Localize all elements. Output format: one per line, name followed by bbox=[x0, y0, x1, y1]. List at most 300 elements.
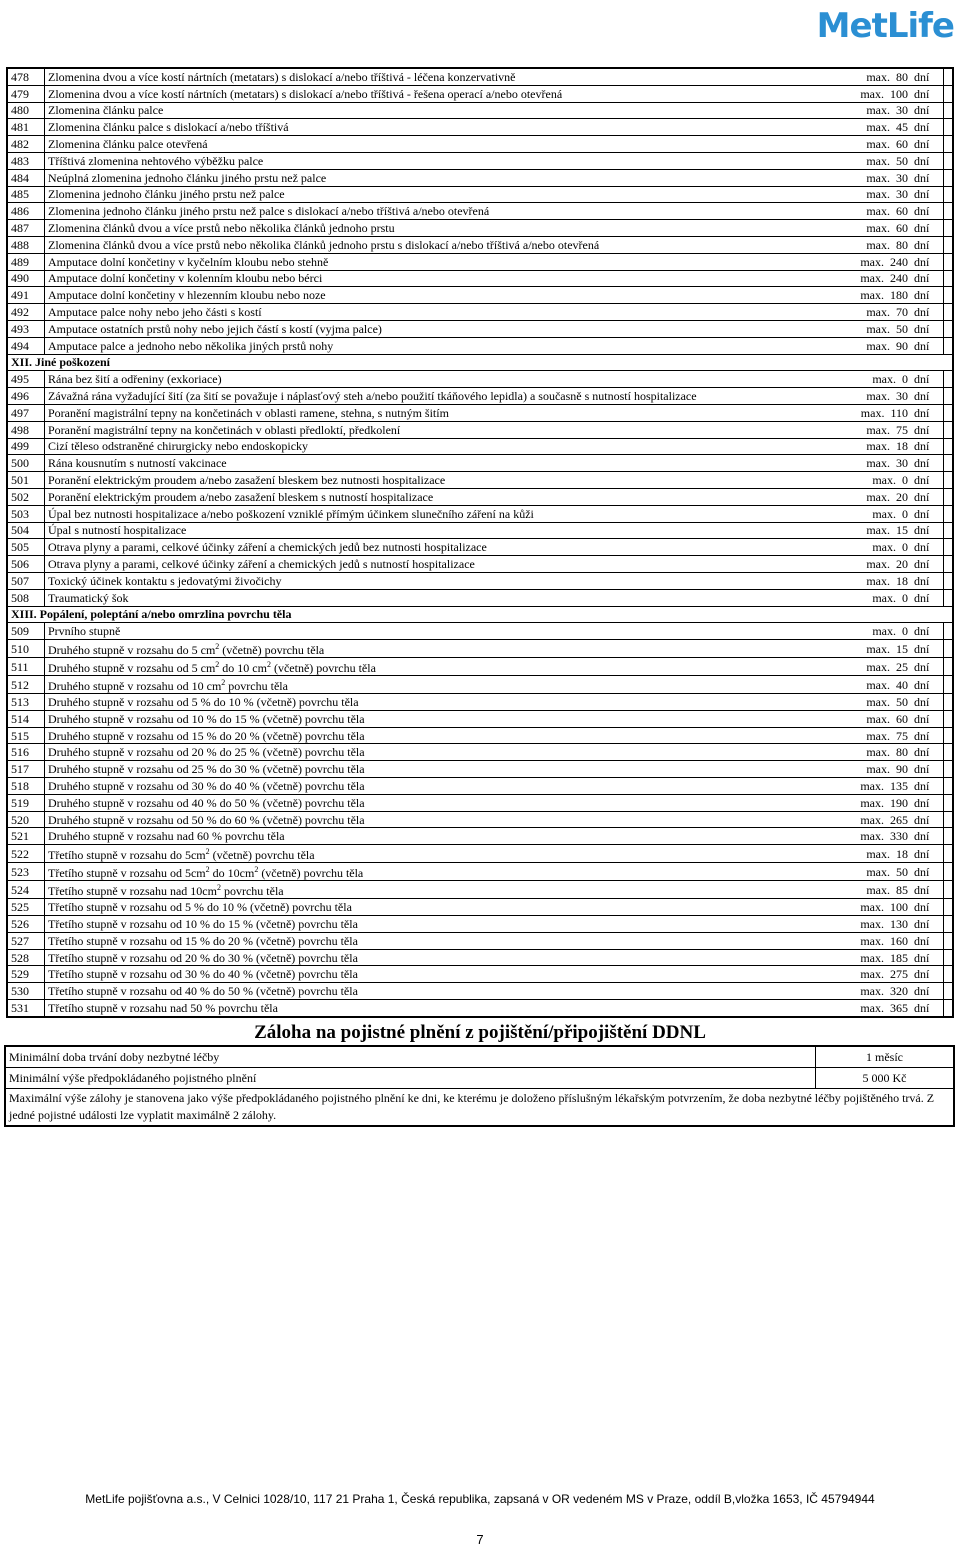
section-header-row bbox=[7, 354, 953, 371]
max-value: max. 100 bbox=[835, 899, 908, 916]
max-value: max. 30 bbox=[835, 388, 908, 405]
item-description bbox=[45, 694, 836, 711]
table-row bbox=[7, 85, 953, 102]
item-description bbox=[45, 556, 836, 573]
unit-days: dní bbox=[908, 778, 944, 795]
table-row bbox=[7, 744, 953, 761]
max-value: max. 0 bbox=[835, 505, 908, 522]
item-description bbox=[45, 304, 836, 321]
description-text: Druhého stupně v rozsahu od 5 % do 10 % (včetně) povrchu těla bbox=[48, 694, 359, 709]
table-row bbox=[7, 488, 953, 505]
item-description bbox=[45, 253, 836, 270]
unit-days: dní bbox=[908, 899, 944, 916]
max-value: max. 90 bbox=[835, 761, 908, 778]
description-text: povrchu těla bbox=[220, 884, 284, 899]
unit-days: dní bbox=[908, 881, 944, 899]
item-description bbox=[45, 270, 836, 287]
table-row bbox=[7, 472, 953, 489]
footer-company-info: MetLife pojišťovna a.s., V Celnici 1028/10, 117 21 Praha 1, Česká republika, zapsaná v OR vedeném MS v Praze, oddíl B,vložka 1653, IČ 45794944 bbox=[85, 1492, 875, 1506]
row-end-cell bbox=[944, 863, 954, 881]
description-text: Amputace palce a jednoho nebo několika jiných prstů nohy bbox=[48, 338, 334, 353]
advance-title: Záloha na pojistné plnění z pojištění/připojištění DDNL bbox=[254, 1022, 706, 1043]
item-number: 522 bbox=[7, 845, 45, 863]
advance-row-min-duration bbox=[5, 1046, 954, 1068]
unit-days: dní bbox=[908, 761, 944, 778]
item-number: 530 bbox=[7, 983, 45, 1000]
description-text: Tříštivá zlomenina nehtového výběžku palce bbox=[48, 153, 264, 168]
item-number: 519 bbox=[7, 794, 45, 811]
item-number: 481 bbox=[7, 119, 45, 136]
table-row bbox=[7, 337, 953, 354]
row-end-cell bbox=[944, 152, 954, 169]
item-description bbox=[45, 863, 836, 881]
unit-days: dní bbox=[908, 186, 944, 203]
table-row bbox=[7, 102, 953, 119]
row-end-cell bbox=[944, 811, 954, 828]
description-text: Třetího stupně v rozsahu od 30 % do 40 % (včetně) povrchu těla bbox=[48, 967, 358, 982]
advance-value: 5 000 Kč bbox=[816, 1068, 955, 1089]
item-description bbox=[45, 658, 836, 676]
description-text: Třetího stupně v rozsahu nad 10cm bbox=[48, 884, 217, 899]
description-text: Cizí těleso odstraněné chirurgicky nebo endoskopicky bbox=[48, 439, 309, 454]
row-end-cell bbox=[944, 253, 954, 270]
table-row bbox=[7, 236, 953, 253]
unit-days: dní bbox=[908, 744, 944, 761]
description-text: Druhého stupně v rozsahu od 50 % do 60 % (včetně) povrchu těla bbox=[48, 812, 365, 827]
row-end-cell bbox=[944, 119, 954, 136]
table-row bbox=[7, 438, 953, 455]
row-end-cell bbox=[944, 186, 954, 203]
max-value: max. 190 bbox=[835, 794, 908, 811]
description-text: (včetně) povrchu těla bbox=[209, 848, 315, 863]
max-value: max. 30 bbox=[835, 186, 908, 203]
description-text: Druhého stupně v rozsahu nad 60 % povrchu těla bbox=[48, 829, 285, 844]
row-end-cell bbox=[944, 337, 954, 354]
description-text: Třetího stupně v rozsahu od 40 % do 50 % (včetně) povrchu těla bbox=[48, 984, 358, 999]
max-value: max. 18 bbox=[835, 438, 908, 455]
item-description bbox=[45, 932, 836, 949]
unit-days: dní bbox=[908, 589, 944, 606]
table-row bbox=[7, 572, 953, 589]
benefit-table bbox=[6, 67, 954, 1018]
description-text: Třetího stupně v rozsahu od 20 % do 30 % (včetně) povrchu těla bbox=[48, 950, 358, 965]
advance-table bbox=[4, 1045, 955, 1127]
description-text: Amputace palce nohy nebo jeho části s kostí bbox=[48, 305, 262, 320]
table-row bbox=[7, 932, 953, 949]
item-number: 485 bbox=[7, 186, 45, 203]
unit-days: dní bbox=[908, 658, 944, 676]
item-number: 496 bbox=[7, 388, 45, 405]
row-end-cell bbox=[944, 102, 954, 119]
table-row bbox=[7, 863, 953, 881]
max-value: max. 25 bbox=[835, 658, 908, 676]
max-value: max. 50 bbox=[835, 863, 908, 881]
unit-days: dní bbox=[908, 727, 944, 744]
description-text: Třetího stupně v rozsahu do 5cm bbox=[48, 848, 206, 863]
description-text: Amputace dolní končetiny v hlezenním kloubu nebo noze bbox=[48, 288, 326, 303]
item-number: 510 bbox=[7, 640, 45, 658]
item-description bbox=[45, 522, 836, 539]
item-description bbox=[45, 966, 836, 983]
unit-days: dní bbox=[908, 556, 944, 573]
max-value: max. 30 bbox=[835, 169, 908, 186]
row-end-cell bbox=[944, 589, 954, 606]
max-value: max. 0 bbox=[835, 371, 908, 388]
description-text: Zlomenina článku palce otevřená bbox=[48, 137, 208, 152]
description-text: Druhého stupně v rozsahu od 15 % do 20 % (včetně) povrchu těla bbox=[48, 728, 365, 743]
unit-days: dní bbox=[908, 455, 944, 472]
item-description bbox=[45, 794, 836, 811]
unit-days: dní bbox=[908, 949, 944, 966]
unit-days: dní bbox=[908, 983, 944, 1000]
description-text: Úpal bez nutnosti hospitalizace a/nebo poškození vzniklé přímým účinkem slunečního záření na kůži bbox=[48, 506, 534, 521]
description-text: Otrava plyny a parami, celkové účinky záření a chemických jedů bez nutnosti hospitalizace bbox=[48, 540, 487, 555]
table-row bbox=[7, 778, 953, 795]
item-number: 480 bbox=[7, 102, 45, 119]
item-number: 515 bbox=[7, 727, 45, 744]
table-row bbox=[7, 640, 953, 658]
section-title: XIII. Popálení, poleptání a/nebo omrzlina povrchu těla bbox=[7, 606, 953, 623]
table-row bbox=[7, 1000, 953, 1017]
table-row bbox=[7, 136, 953, 153]
max-value: max. 265 bbox=[835, 811, 908, 828]
item-number: 495 bbox=[7, 371, 45, 388]
item-description bbox=[45, 710, 836, 727]
row-end-cell bbox=[944, 220, 954, 237]
item-number: 521 bbox=[7, 828, 45, 845]
item-description bbox=[45, 203, 836, 220]
item-number: 482 bbox=[7, 136, 45, 153]
table-row bbox=[7, 983, 953, 1000]
superscript: 2 bbox=[216, 883, 221, 893]
row-end-cell bbox=[944, 304, 954, 321]
advance-row-note bbox=[5, 1089, 954, 1127]
row-end-cell bbox=[944, 488, 954, 505]
description-text: Třetího stupně v rozsahu od 5cm bbox=[48, 866, 206, 881]
item-description bbox=[45, 881, 836, 899]
description-text: Zlomenina článků dvou a více prstů nebo několika článků jednoho prstu bbox=[48, 221, 395, 236]
superscript: 2 bbox=[221, 678, 226, 688]
table-row bbox=[7, 253, 953, 270]
item-description bbox=[45, 828, 836, 845]
max-value: max. 75 bbox=[835, 727, 908, 744]
item-number: 518 bbox=[7, 778, 45, 795]
max-value: max. 330 bbox=[835, 828, 908, 845]
table-row bbox=[7, 320, 953, 337]
table-row bbox=[7, 505, 953, 522]
description-text: Rána kousnutím s nutností vakcinace bbox=[48, 456, 227, 471]
row-end-cell bbox=[944, 845, 954, 863]
item-description bbox=[45, 916, 836, 933]
table-row bbox=[7, 203, 953, 220]
description-text: povrchu těla bbox=[225, 679, 288, 694]
unit-days: dní bbox=[908, 337, 944, 354]
row-end-cell bbox=[944, 694, 954, 711]
table-row bbox=[7, 270, 953, 287]
item-number: 525 bbox=[7, 899, 45, 916]
description-text: Druhého stupně v rozsahu od 5 cm bbox=[48, 661, 216, 676]
item-number: 479 bbox=[7, 85, 45, 102]
item-description bbox=[45, 320, 836, 337]
description-text: Zlomenina článků dvou a více prstů nebo několika článků jednoho prstu s dislokací a/nebo tříštivá a/nebo otevřená bbox=[48, 237, 600, 252]
table-row bbox=[7, 421, 953, 438]
table-row bbox=[7, 522, 953, 539]
max-value: max. 100 bbox=[835, 85, 908, 102]
row-end-cell bbox=[944, 710, 954, 727]
table-row bbox=[7, 899, 953, 916]
item-number: 520 bbox=[7, 811, 45, 828]
table-row bbox=[7, 220, 953, 237]
superscript: 2 bbox=[215, 660, 220, 670]
item-description bbox=[45, 68, 836, 85]
row-end-cell bbox=[944, 828, 954, 845]
unit-days: dní bbox=[908, 270, 944, 287]
unit-days: dní bbox=[908, 320, 944, 337]
description-text: do 10cm bbox=[209, 866, 255, 881]
unit-days: dní bbox=[908, 203, 944, 220]
table-row bbox=[7, 881, 953, 899]
table-row bbox=[7, 623, 953, 640]
item-description bbox=[45, 102, 836, 119]
item-number: 487 bbox=[7, 220, 45, 237]
item-description bbox=[45, 337, 836, 354]
unit-days: dní bbox=[908, 488, 944, 505]
table-row bbox=[7, 761, 953, 778]
unit-days: dní bbox=[908, 863, 944, 881]
item-number: 490 bbox=[7, 270, 45, 287]
max-value: max. 320 bbox=[835, 983, 908, 1000]
unit-days: dní bbox=[908, 220, 944, 237]
description-text: do 10 cm bbox=[219, 661, 267, 676]
item-description bbox=[45, 404, 836, 421]
item-number: 513 bbox=[7, 694, 45, 711]
max-value: max. 80 bbox=[835, 236, 908, 253]
item-number: 503 bbox=[7, 505, 45, 522]
row-end-cell bbox=[944, 676, 954, 694]
max-value: max. 45 bbox=[835, 119, 908, 136]
item-number: 486 bbox=[7, 203, 45, 220]
row-end-cell bbox=[944, 794, 954, 811]
max-value: max. 130 bbox=[835, 916, 908, 933]
max-value: max. 160 bbox=[835, 932, 908, 949]
description-text: Otrava plyny a parami, celkové účinky záření a chemických jedů s nutností hospitalizace bbox=[48, 557, 475, 571]
row-end-cell bbox=[944, 778, 954, 795]
benefit-table-body bbox=[7, 68, 953, 1017]
row-end-cell bbox=[944, 421, 954, 438]
row-end-cell bbox=[944, 287, 954, 304]
description-text: Druhého stupně v rozsahu od 25 % do 30 % (včetně) povrchu těla bbox=[48, 762, 365, 777]
unit-days: dní bbox=[908, 828, 944, 845]
item-description bbox=[45, 488, 836, 505]
superscript: 2 bbox=[266, 660, 271, 670]
unit-days: dní bbox=[908, 811, 944, 828]
description-text: Neúplná zlomenina jednoho článku jiného prstu než palce bbox=[48, 170, 327, 185]
item-description bbox=[45, 949, 836, 966]
unit-days: dní bbox=[908, 505, 944, 522]
row-end-cell bbox=[944, 388, 954, 405]
item-number: 529 bbox=[7, 966, 45, 983]
item-number: 511 bbox=[7, 658, 45, 676]
item-number: 512 bbox=[7, 676, 45, 694]
max-value: max. 80 bbox=[835, 68, 908, 85]
row-end-cell bbox=[944, 522, 954, 539]
metlife-logo: MetLife bbox=[816, 6, 954, 46]
unit-days: dní bbox=[908, 68, 944, 85]
item-description bbox=[45, 1000, 836, 1017]
max-value: max. 0 bbox=[835, 472, 908, 489]
max-value: max. 240 bbox=[835, 270, 908, 287]
description-text: Traumatický šok bbox=[48, 590, 129, 605]
row-end-cell bbox=[944, 916, 954, 933]
unit-days: dní bbox=[908, 287, 944, 304]
unit-days: dní bbox=[908, 539, 944, 556]
advance-note: Maximální výše zálohy je stanovena jako výše předpokládaného pojistného plnění ke dni, ke kterému je doloženo příslušným lékařským potvrzením, že doba nezbytné léčby pojištěného trvá. Z jedné pojistné události lze vyplatit maximálně 2 zálohy. bbox=[5, 1089, 954, 1127]
row-end-cell bbox=[944, 761, 954, 778]
advance-row-min-amount bbox=[5, 1068, 954, 1089]
row-end-cell bbox=[944, 881, 954, 899]
item-description bbox=[45, 983, 836, 1000]
row-end-cell bbox=[944, 203, 954, 220]
row-end-cell bbox=[944, 472, 954, 489]
item-description bbox=[45, 744, 836, 761]
description-text: Zlomenina článku palce bbox=[48, 103, 164, 118]
item-number: 505 bbox=[7, 539, 45, 556]
table-row bbox=[7, 68, 953, 85]
max-value: max. 18 bbox=[835, 845, 908, 863]
description-text: Rána bez šití a odřeniny (exkoriace) bbox=[48, 372, 222, 387]
max-value: max. 80 bbox=[835, 744, 908, 761]
item-description bbox=[45, 589, 836, 606]
table-row bbox=[7, 304, 953, 321]
row-end-cell bbox=[944, 744, 954, 761]
max-value: max. 18 bbox=[835, 572, 908, 589]
item-number: 504 bbox=[7, 522, 45, 539]
row-end-cell bbox=[944, 932, 954, 949]
max-value: max. 90 bbox=[835, 337, 908, 354]
max-value: max. 20 bbox=[835, 556, 908, 573]
item-description bbox=[45, 169, 836, 186]
max-value: max. 30 bbox=[835, 102, 908, 119]
row-end-cell bbox=[944, 623, 954, 640]
unit-days: dní bbox=[908, 253, 944, 270]
item-number: 514 bbox=[7, 710, 45, 727]
max-value: max. 0 bbox=[835, 623, 908, 640]
unit-days: dní bbox=[908, 676, 944, 694]
item-description bbox=[45, 811, 836, 828]
item-description bbox=[45, 778, 836, 795]
description-text: Druhého stupně v rozsahu od 10 % do 15 % (včetně) povrchu těla bbox=[48, 711, 365, 726]
item-description bbox=[45, 85, 836, 102]
unit-days: dní bbox=[908, 102, 944, 119]
item-number: 507 bbox=[7, 572, 45, 589]
row-end-cell bbox=[944, 320, 954, 337]
description-text: Třetího stupně v rozsahu od 15 % do 20 % (včetně) povrchu těla bbox=[48, 933, 358, 948]
item-number: 523 bbox=[7, 863, 45, 881]
max-value: max. 30 bbox=[835, 455, 908, 472]
row-end-cell bbox=[944, 966, 954, 983]
item-description bbox=[45, 539, 836, 556]
section-title: XII. Jiné poškození bbox=[7, 354, 953, 371]
row-end-cell bbox=[944, 572, 954, 589]
table-row bbox=[7, 388, 953, 405]
item-number: 526 bbox=[7, 916, 45, 933]
item-number: 478 bbox=[7, 68, 45, 85]
max-value: max. 40 bbox=[835, 676, 908, 694]
item-number: 492 bbox=[7, 304, 45, 321]
item-number: 500 bbox=[7, 455, 45, 472]
max-value: max. 0 bbox=[835, 539, 908, 556]
item-description bbox=[45, 845, 836, 863]
max-value: max. 60 bbox=[835, 710, 908, 727]
table-row bbox=[7, 152, 953, 169]
max-value: max. 50 bbox=[835, 320, 908, 337]
description-text: Poranění magistrální tepny na končetinách v oblasti předloktí, předkolení bbox=[48, 422, 401, 437]
max-value: max. 60 bbox=[835, 220, 908, 237]
row-end-cell bbox=[944, 270, 954, 287]
unit-days: dní bbox=[908, 152, 944, 169]
row-end-cell bbox=[944, 949, 954, 966]
row-end-cell bbox=[944, 727, 954, 744]
table-row bbox=[7, 811, 953, 828]
item-description bbox=[45, 455, 836, 472]
max-value: max. 50 bbox=[835, 152, 908, 169]
unit-days: dní bbox=[908, 1000, 944, 1017]
item-number: 499 bbox=[7, 438, 45, 455]
table-row bbox=[7, 916, 953, 933]
max-value: max. 240 bbox=[835, 253, 908, 270]
row-end-cell bbox=[944, 68, 954, 85]
item-number: 509 bbox=[7, 623, 45, 640]
item-number: 494 bbox=[7, 337, 45, 354]
max-value: max. 70 bbox=[835, 304, 908, 321]
table-row bbox=[7, 556, 953, 573]
table-row bbox=[7, 455, 953, 472]
unit-days: dní bbox=[908, 522, 944, 539]
row-end-cell bbox=[944, 438, 954, 455]
row-end-cell bbox=[944, 236, 954, 253]
item-description bbox=[45, 152, 836, 169]
item-description bbox=[45, 727, 836, 744]
description-text: Poranění elektrickým proudem a/nebo zasažení bleskem bez nutnosti hospitalizace bbox=[48, 473, 446, 488]
table-row bbox=[7, 676, 953, 694]
table-row bbox=[7, 845, 953, 863]
page-number: 7 bbox=[476, 1532, 484, 1547]
max-value: max. 75 bbox=[835, 421, 908, 438]
table-row bbox=[7, 186, 953, 203]
item-number: 527 bbox=[7, 932, 45, 949]
item-number: 516 bbox=[7, 744, 45, 761]
description-text: Třetího stupně v rozsahu od 5 % do 10 % (včetně) povrchu těla bbox=[48, 900, 352, 915]
item-number: 483 bbox=[7, 152, 45, 169]
description-text: Zlomenina dvou a více kostí nártních (metatars) s dislokací a/nebo tříštivá - řešena operací a/nebo otevřená bbox=[48, 86, 563, 101]
item-description bbox=[45, 472, 836, 489]
item-description bbox=[45, 236, 836, 253]
description-text: (včetně) povrchu těla bbox=[270, 661, 376, 676]
unit-days: dní bbox=[908, 966, 944, 983]
row-end-cell bbox=[944, 640, 954, 658]
row-end-cell bbox=[944, 404, 954, 421]
table-row bbox=[7, 658, 953, 676]
item-number: 498 bbox=[7, 421, 45, 438]
unit-days: dní bbox=[908, 169, 944, 186]
item-description bbox=[45, 186, 836, 203]
item-number: 484 bbox=[7, 169, 45, 186]
unit-days: dní bbox=[908, 438, 944, 455]
table-row bbox=[7, 119, 953, 136]
unit-days: dní bbox=[908, 794, 944, 811]
unit-days: dní bbox=[908, 916, 944, 933]
table-row bbox=[7, 287, 953, 304]
